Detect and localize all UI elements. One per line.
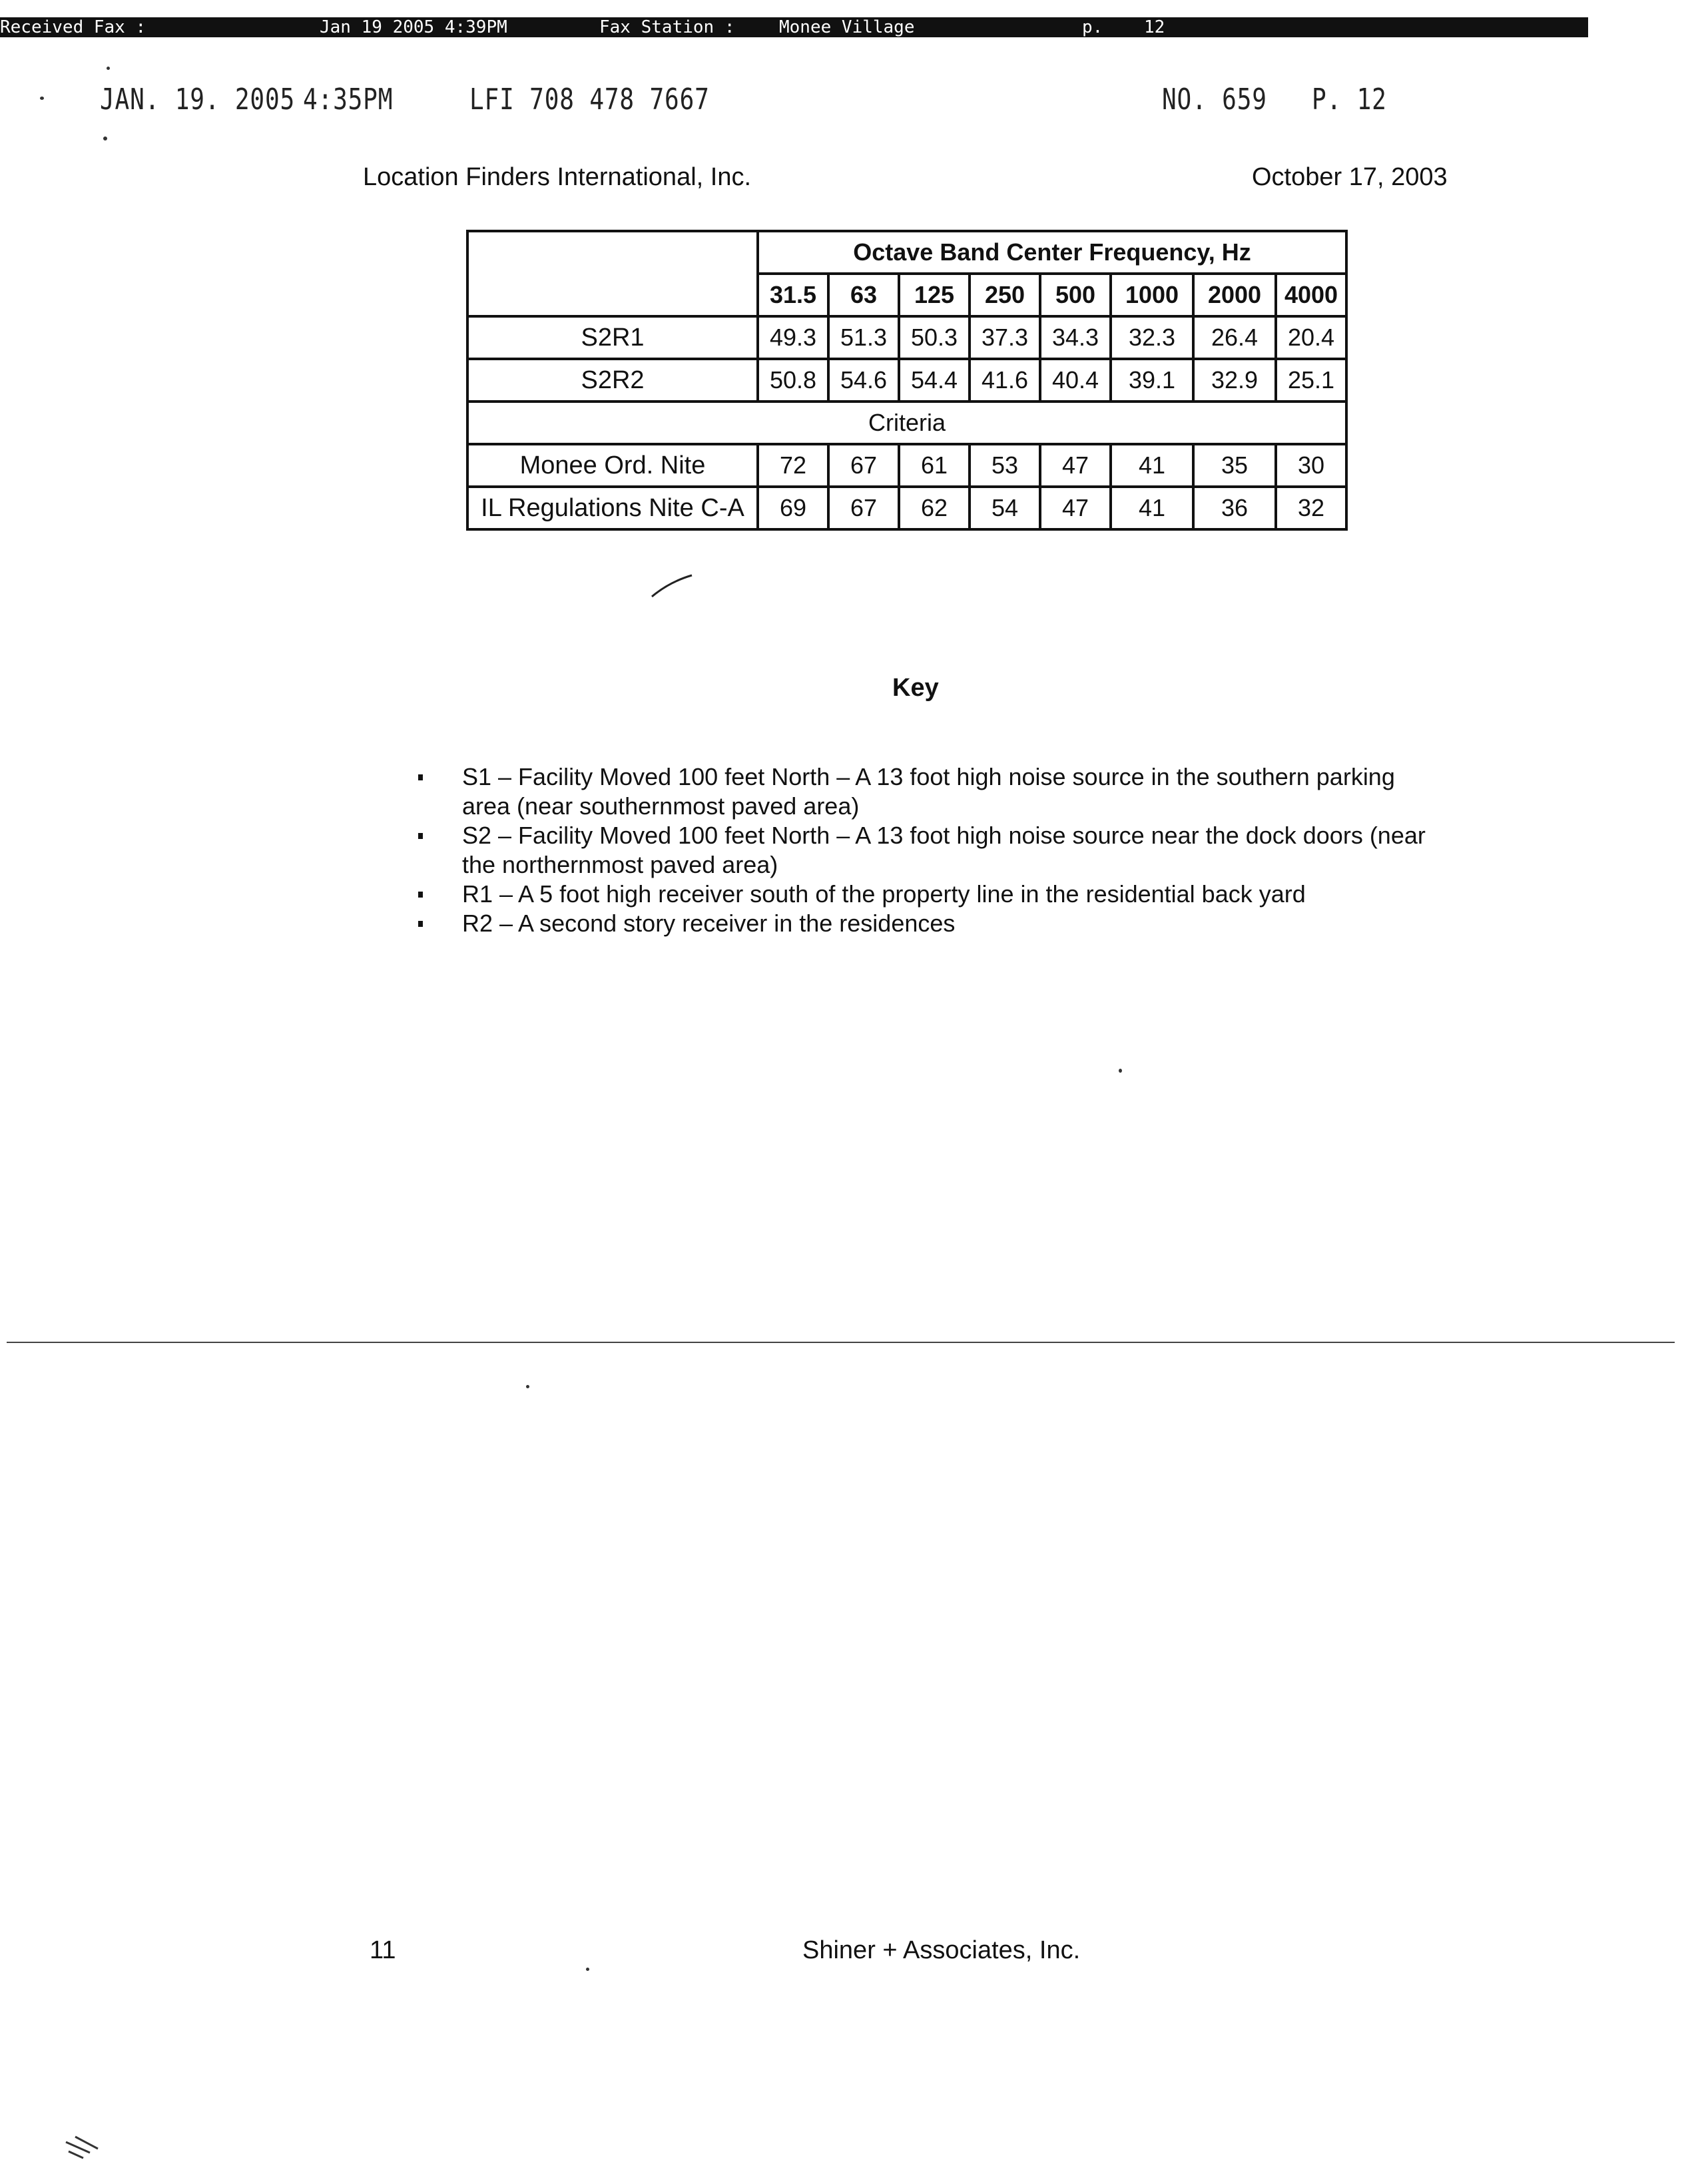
fax-page-label: p. [1082,17,1103,37]
table-cell: 41 [1111,444,1193,487]
freq-header: 4000 [1276,274,1346,316]
freq-header: 63 [828,274,899,316]
table-cell: 49.3 [758,316,828,359]
freq-header: 2000 [1193,274,1276,316]
noise-speck [107,67,110,70]
table-cell: 32 [1276,487,1346,529]
freq-header: 250 [970,274,1040,316]
noise-speck [526,1385,529,1388]
table-cell: 35 [1193,444,1276,487]
company-name: Location Finders International, Inc. [363,163,752,191]
freq-header: 31.5 [758,274,828,316]
row-label: IL Regulations Nite C-A [467,487,758,529]
noise-speck [40,97,44,100]
fax-line-date: JAN. 19. 2005 [100,83,296,117]
table-cell: 41.6 [970,359,1040,402]
table-row [467,444,1346,487]
table-cell: 54.6 [828,359,899,402]
table-cell: 40.4 [1040,359,1111,402]
table-cell: 69 [758,487,828,529]
table-cell: 30 [1276,444,1346,487]
table-corner-cell [467,231,758,316]
noise-speck [1119,1069,1122,1073]
table-cell: 34.3 [1040,316,1111,359]
fax-received-datetime: Jan 19 2005 4:39PM [320,17,507,37]
table-cell: 67 [828,444,899,487]
table-cell: 54.4 [899,359,970,402]
table-cell: 67 [828,487,899,529]
row-label: S2R1 [467,316,758,359]
list-item: R2 – A second story receiver in the residences [413,909,1438,938]
table-cell: 20.4 [1276,316,1346,359]
table-cell: 41 [1111,487,1193,529]
table-cell: 26.4 [1193,316,1276,359]
table-group-header-row [467,231,1346,274]
corner-scratch-mark [63,2134,103,2161]
table-cell: 72 [758,444,828,487]
noise-speck [586,1968,589,1971]
key-title: Key [892,674,939,702]
list-item: R1 – A 5 foot high receiver south of the property line in the residential back yard [413,880,1438,909]
table-cell: 50.3 [899,316,970,359]
freq-header: 1000 [1111,274,1193,316]
fax-received-label: Received Fax : [0,17,146,37]
fax-line-sender: LFI 708 478 7667 [469,83,710,117]
fax-line-time: 4:35PM [303,83,394,117]
page-number: 11 [370,1936,396,1964]
table-cell: 37.3 [970,316,1040,359]
table-cell: 61 [899,444,970,487]
footer-firm-name: Shiner + Associates, Inc. [802,1936,1081,1964]
table-cell: 53 [970,444,1040,487]
table-cell: 47 [1040,487,1111,529]
fax-station-name: Monee Village [779,17,915,37]
criteria-label: Criteria [467,402,1346,444]
table-row [467,487,1346,529]
report-date: October 17, 2003 [1252,163,1448,191]
fax-station-label: Fax Station : [599,17,735,37]
horizontal-divider [7,1342,1675,1343]
table-row [467,359,1346,402]
table-cell: 25.1 [1276,359,1346,402]
list-item: S2 – Facility Moved 100 feet North – A 13 foot high noise source near the dock doors (near the northernmost paved area) [413,821,1438,880]
row-label: Monee Ord. Nite [467,444,758,487]
list-item: S1 – Facility Moved 100 feet North – A 13 foot high noise source in the southern parking area (near southernmost paved area) [413,762,1438,821]
table-cell: 32.9 [1193,359,1276,402]
octave-band-table [466,230,1348,531]
table-cell: 51.3 [828,316,899,359]
fax-line-number: NO. 659 [1162,83,1267,117]
row-label: S2R2 [467,359,758,402]
pen-stroke-mark [649,573,696,599]
freq-header: 500 [1040,274,1111,316]
table-cell: 62 [899,487,970,529]
criteria-header-row [467,402,1346,444]
table-cell: 54 [970,487,1040,529]
table-cell: 47 [1040,444,1111,487]
table-cell: 39.1 [1111,359,1193,402]
table-cell: 32.3 [1111,316,1193,359]
fax-header-bar [0,17,1588,37]
key-list [413,762,1438,938]
fax-line-page: P. 12 [1312,83,1387,117]
table-group-header: Octave Band Center Frequency, Hz [758,231,1346,274]
table-row [467,316,1346,359]
freq-header: 125 [899,274,970,316]
noise-speck [103,136,107,140]
table-cell: 50.8 [758,359,828,402]
table-cell: 36 [1193,487,1276,529]
fax-page-number: 12 [1144,17,1165,37]
